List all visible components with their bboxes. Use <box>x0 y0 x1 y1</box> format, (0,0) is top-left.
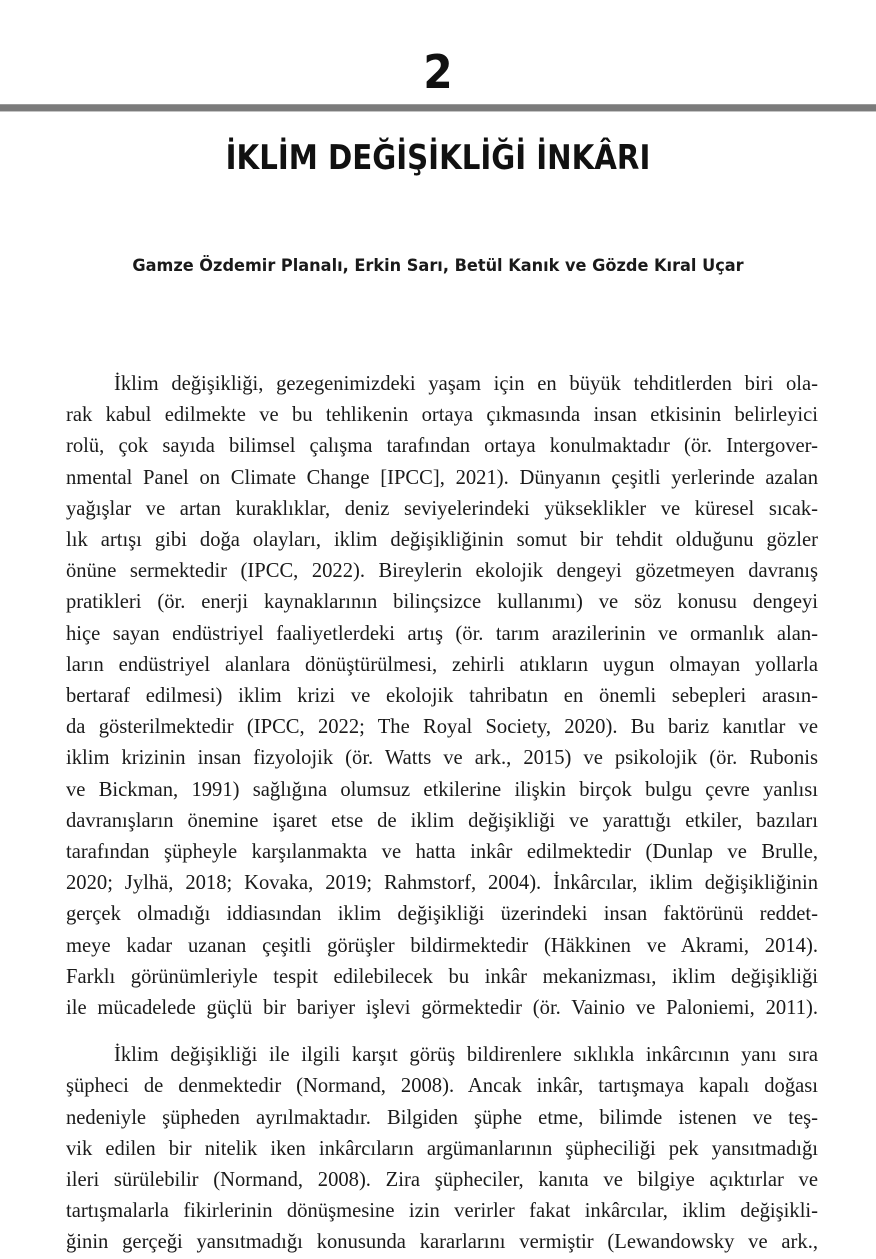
text-line: vik edilen bir nitelik iken inkârcıların argümanlarının şüpheciliği pek yansıtmadığı <box>66 1137 818 1160</box>
text-line: pratikleri (ör. enerji kaynaklarının bilinçsizce kullanımı) ve söz konusu dengeyi <box>66 591 818 614</box>
chapter-divider-rule <box>0 104 876 112</box>
text-line: 2020; Jylhä, 2018; Kovaka, 2019; Rahmstorf, 2004). İnkârcılar, iklim değişikliğinin <box>66 872 818 895</box>
text-line: lık artışı gibi doğa olayları, iklim değişikliğinin somut bir tehdit olduğunu gözler <box>66 529 818 552</box>
text-line: ve Bickman, 1991) sağlığına olumsuz etkilerine ilişkin birçok bulgu çevre yanlısı <box>66 778 818 801</box>
chapter-title: İKLİM DEĞİŞİKLİĞİ İNKÂRI <box>225 138 651 178</box>
text-line: ileri sürülebilir (Normand, 2008). Zira şüpheciler, kanıta ve bilgiye açıktırlar ve <box>66 1169 818 1192</box>
text-line: rolü, çok sayıda bilimsel çalışma tarafından ortaya konulmaktadır (ör. Intergover- <box>66 435 818 458</box>
text-line: bertaraf edilmesi) iklim krizi ve ekolojik tahribatın en önemli sebepleri arasın- <box>66 685 818 708</box>
text-line: Farklı görünümleriyle tespit edilebilecek bu inkâr mekanizması, iklim değişikliği <box>66 965 818 988</box>
text-line: nmental Panel on Climate Change [IPCC], 2021). Dünyanın çeşitli yerlerinde azalan <box>66 466 818 489</box>
text-line: da gösterilmektedir (IPCC, 2022; The Royal Society, 2020). Bu bariz kanıtlar ve <box>66 716 818 739</box>
text-line: davranışların önemine işaret etse de iklim değişikliği ve yarattığı etkiler, bazıları <box>66 809 818 832</box>
text-line: rak kabul edilmekte ve bu tehlikenin ortaya çıkmasında insan etkisinin belirleyici <box>66 404 818 427</box>
paragraph-2 <box>66 1040 818 1258</box>
text-line: ile mücadelede güçlü bir bariyer işlevi görmektedir (ör. Vainio ve Paloniemi, 2011). <box>66 997 818 1020</box>
chapter-authors: Gamze Özdemir Planalı, Erkin Sarı, Betül Kanık ve Gözde Kıral Uçar <box>132 256 744 276</box>
text-line: hiçe sayan endüstriyel faaliyetlerdeki artış (ör. tarım arazilerinin ve ormanlık alan- <box>66 622 818 645</box>
text-line: tarafından şüpheyle karşılanmakta ve hatta inkâr edilmektedir (Dunlap ve Brulle, <box>66 841 818 864</box>
text-line: şüpheci de denmektedir (Normand, 2008). Ancak inkâr, tartışmaya kapalı doğası <box>66 1075 818 1098</box>
text-line: İklim değişikliği ile ilgili karşıt görüş bildirenlere sıklıkla inkârcının yanı sıra <box>114 1044 818 1067</box>
text-line: nedeniyle şüpheden ayrılmaktadır. Bilgiden şüphe etme, bilimde istenen ve teş- <box>66 1106 818 1129</box>
text-line: yağışlar ve artan kuraklıklar, deniz seviyelerindeki yükseklikler ve küresel sıcak- <box>66 497 818 520</box>
body-text <box>66 369 818 1259</box>
text-line: gerçek olmadığı iddiasından iklim değişikliği üzerindeki insan faktörünü reddet- <box>66 903 818 926</box>
text-line: İklim değişikliği, gezegenimizdeki yaşam için en büyük tehditlerden biri ola- <box>114 373 818 395</box>
text-line: ların endüstriyel alanlara dönüştürülmesi, zehirli atıkların uygun olmayan yollarla <box>66 653 818 676</box>
text-line: iklim krizinin insan fizyolojik (ör. Watts ve ark., 2015) ve psikolojik (ör. Rubonis <box>66 747 818 770</box>
text-line: meye kadar uzanan çeşitli görüşler bildirmektedir (Häkkinen ve Akrami, 2014). <box>66 934 818 957</box>
chapter-number: 2 <box>423 45 453 99</box>
text-line: tartışmalarla fikirlerinin dönüşmesine izin verirler fakat inkârcılar, iklim değişikli- <box>66 1200 818 1223</box>
text-line: ğinin gerçeği yansıtmadığı konusunda kararlarını vermiştir (Lewandowsky ve ark., <box>66 1231 818 1254</box>
paragraph-1 <box>66 369 818 1024</box>
text-line: önüne sermektedir (IPCC, 2022). Bireylerin ekolojik dengeyi gözetmeyen davranış <box>66 560 818 583</box>
